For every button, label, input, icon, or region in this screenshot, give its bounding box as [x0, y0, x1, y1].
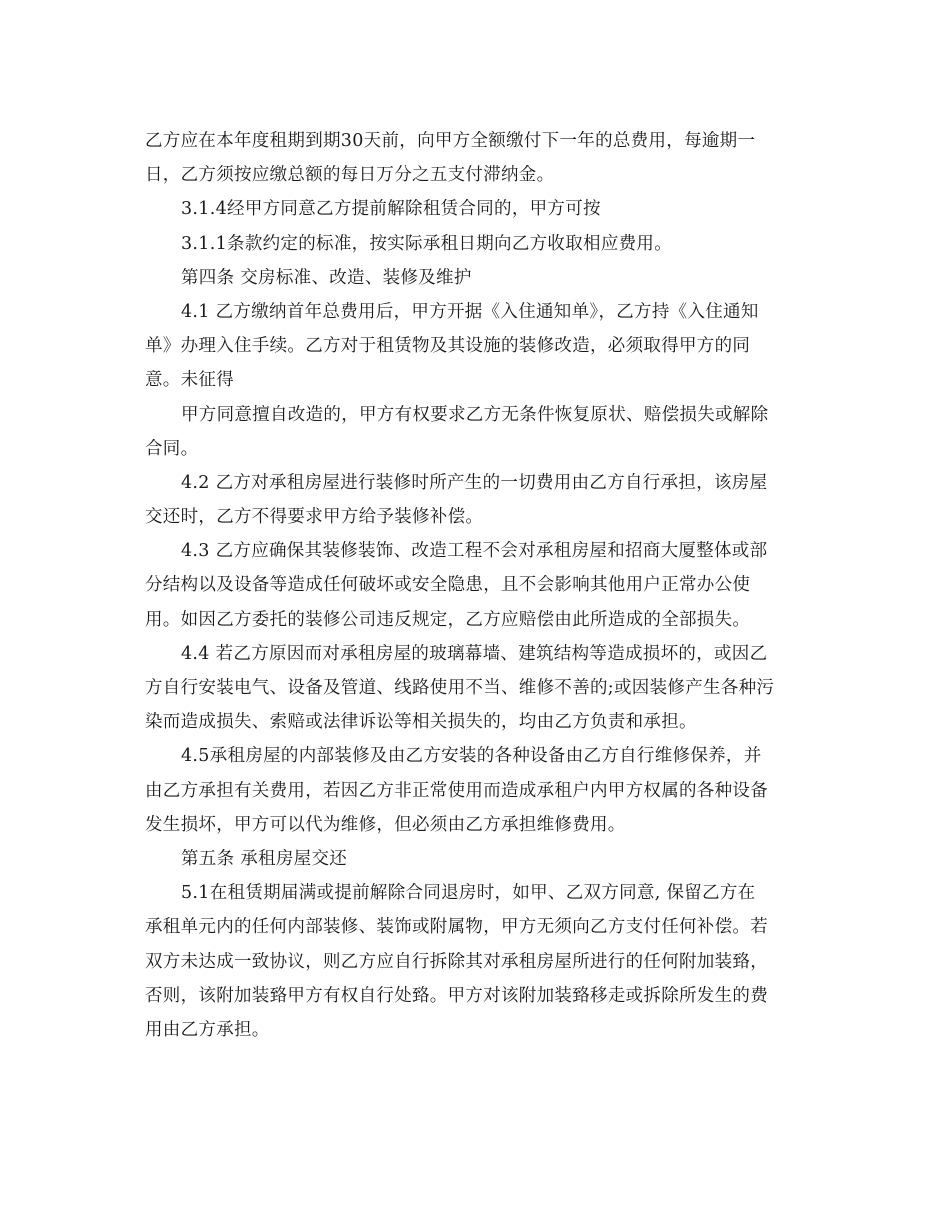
section-heading: 第五条 承租房屋交还: [181, 848, 348, 869]
text-line: 4.5承租房屋的内部装修及由乙方安装的各种设备由乙方自行维修保养，并: [181, 746, 762, 767]
text-line: 甲方同意擅自改造的，甲方有权要求乙方无条件恢复原状、赔偿损失或解除: [181, 404, 769, 425]
text-line: 用。如因乙方委托的装修公司违反规定，乙方应赔偿由此所造成的全部损失。: [145, 609, 751, 630]
text-line: 分结构以及设备等造成任何破坏或安全隐患，且不会影响其他用户正常办公使: [145, 575, 751, 596]
text-line: 4.2 乙方对承租房屋进行装修时所产生的一切费用由乙方自行承担，该房屋: [181, 472, 768, 493]
text-line: 日，乙方须按应缴总额的每日万分之五支付滞纳金。: [145, 165, 555, 186]
text-line: 方自行安装电气、设备及管道、线路使用不当、维修不善的;或因装修产生各种污: [145, 678, 775, 698]
text-line: 4.4 若乙方原因而对承租房屋的玻璃幕墙、建筑结构等造成损坏的，或因乙: [181, 643, 768, 664]
text-line: 由乙方承担有关费用，若因乙方非正常使用而造成承租户内甲方权属的各种设备: [145, 780, 768, 801]
text-line: 否则，该附加装臵甲方有权自行处臵。甲方对该附加装臵移走或拆除所发生的费: [145, 985, 768, 1006]
text-line: 合同。: [145, 438, 199, 459]
text-line: 3.1.4经甲方同意乙方提前解除租赁合同的，甲方可按: [181, 199, 601, 220]
text-line: 5.1在租赁期届满或提前解除合同退房时，如甲、乙双方同意, 保留乙方在: [181, 883, 756, 904]
text-line: 单》办理入住手续。乙方对于租赁物及其设施的装修改造，必须取得甲方的同: [145, 336, 751, 357]
text-line: 4.3 乙方应确保其装修装饰、改造工程不会对承租房屋和招商大厦整体或部: [181, 541, 768, 562]
section-heading: 第四条 交房标准、改造、装修及维护: [181, 267, 472, 288]
text-line: 发生损坏，甲方可以代为维修，但必须由乙方承担维修费用。: [145, 814, 626, 835]
text-line: 双方未达成一致协议，则乙方应自行拆除其对承租房屋所进行的任何附加装臵，: [145, 951, 768, 972]
text-line: 意。未征得: [145, 370, 234, 391]
text-line: 交还时，乙方不得要求甲方给予装修补偿。: [145, 507, 484, 528]
document-body: [145, 124, 805, 1047]
text-line: 染而造成损失、索赔或法律诉讼等相关损失的，均由乙方负责和承担。: [145, 712, 697, 733]
text-line: 4.1 乙方缴纳首年总费用后，甲方开据《入住通知单》，乙方持《入住通知: [181, 301, 759, 322]
text-line: 乙方应在本年度租期到期30天前，向甲方全额缴付下一年的总费用，每逾期一: [145, 131, 756, 151]
text-line: 承租单元内的任何内部装修、装饰或附属物，甲方无须向乙方支付任何补偿。若: [145, 917, 768, 938]
text-line: 3.1.1条款约定的标准，按实际承租日期向乙方收取相应费用。: [181, 233, 673, 254]
text-line: 用由乙方承担。: [145, 1019, 270, 1040]
